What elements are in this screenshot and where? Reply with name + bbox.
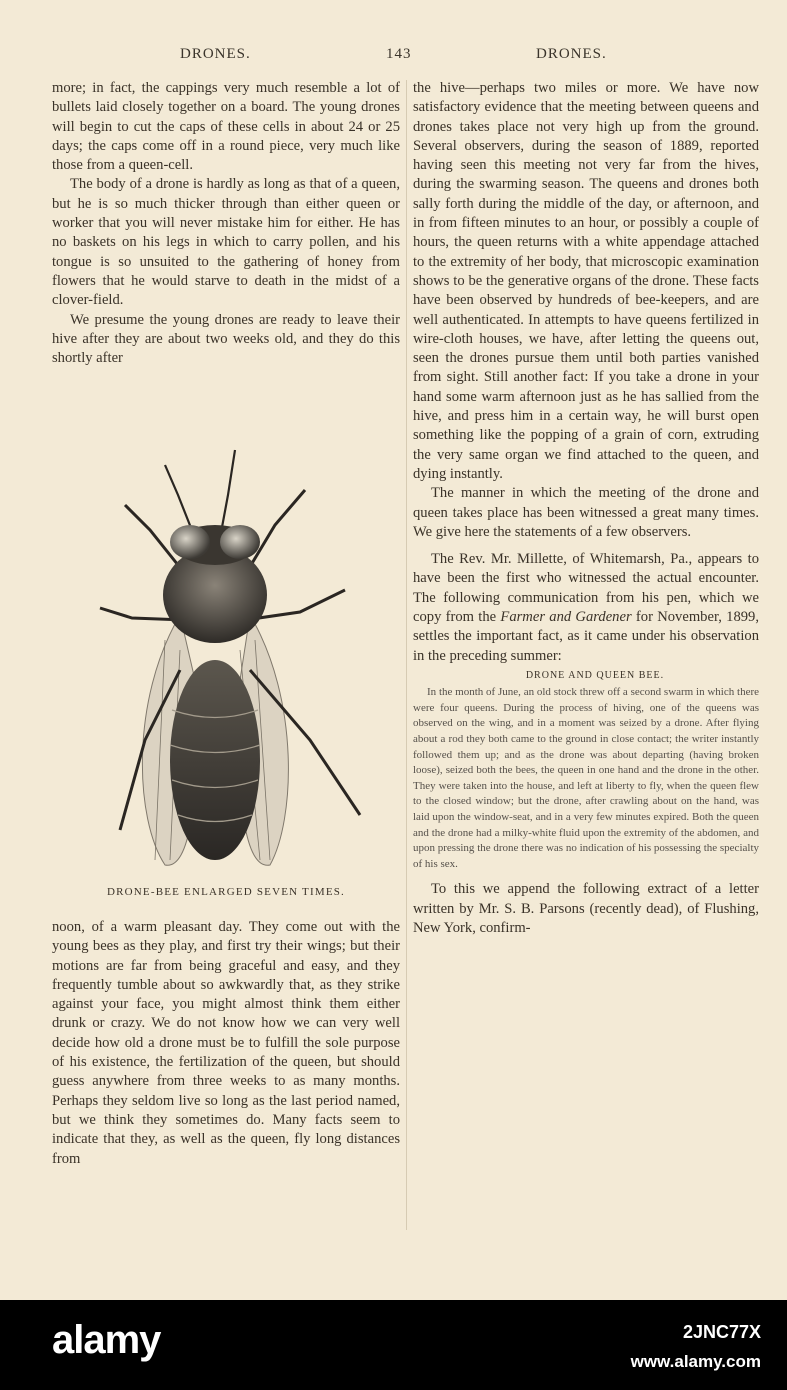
block-quote	[413, 685, 759, 872]
paragraph	[413, 550, 759, 666]
paragraph: The manner in which the meeting of the drone and queen takes place has been witnessed a great many times. We give here the statements of a few observers.	[413, 485, 759, 540]
text-run: for November, 1899, settles the important fact, as it came under his observation in the preceding summer:	[413, 609, 759, 664]
drone-bee-illustration	[70, 440, 400, 880]
quote-paragraph: In the month of June, an old stock threw off a second swarm in which there were four queens. During the process of hiving, one of the queens was observed on the wing, and in a moment was seized by a drone. After flying about a rod they both came to the ground in close contact; the writer instantly followed them up; and as the drone was about departing (having broken loose), seized both the bees, the queen in one hand and the drone in the other. They were taken into the house, and left at liberty to fly, when the queen flew to the closed window; but the drone, after crawling about on the hand, was laid upon the window-seat, and in a very few minutes expired. Both the queen and the drone had a milky-white fluid upon the extremity of the abdomen, and upon pressing the drone there was no indication of his possessing the specialty of his sex.	[413, 686, 759, 870]
paragraph: The body of a drone is hardly as long as that of a queen, but he is so much thicker through than either queen or worker that you will never mistake him for either. He has no baskets on his legs in which to carry pollen, and his tongue is so unsuited to the gathering of honey from flowers that he would starve to death in the midst of a clover-field.	[52, 176, 400, 309]
running-head-right: DRONES.	[536, 46, 607, 62]
image-id: 2JNC77X	[682, 1322, 761, 1342]
site-url: www.alamy.com	[630, 1352, 761, 1371]
paragraph: To this we append the following extract of a letter written by Mr. S. B. Parsons (recently dead), of Flushing, New York, confirm-	[413, 881, 759, 936]
publication-title: Farmer and Gardener	[500, 609, 632, 626]
figure-caption: DRONE-BEE ENLARGED SEVEN TIMES.	[106, 886, 346, 898]
brand-logo: alamy	[52, 1318, 161, 1362]
right-column	[413, 79, 759, 938]
left-column-bottom	[52, 918, 400, 1169]
paragraph: We presume the young drones are ready to leave their hive after they are about two weeks old, and they do this shortly after	[52, 311, 400, 367]
left-column-top	[52, 79, 400, 368]
paragraph: the hive—perhaps two miles or more. We have now satisfactory evidence that the meeting between queens and drones takes place not very high up from the ground. Several observers, during the season of 1889, reported having seen this meeting not very far from the hives, during the swarming season. The queens and drones both sally forth during the middle of the day, or afternoon, and in from fifteen minutes to an hour, or possibly a couple of hours, the queen returns with a white appendage attached to the extremity of her body, that microscopic examination shows to be the generative organs of the drone. These facts have been observed by hundreds of bee-keepers, and are well authenticated. In attempts to have queens fertilized in wire-cloth houses, we have, after letting the queens out, seen the drones pursue them until both parties vanished from sight. Still another fact: If you take a drone in your hand some warm afternoon just as he has sallied from the hive, and press him in a certain way, he will burst open something like the popping of a grain of corn, extruding the very same organ we find attached to the queen, and dying instantly.	[413, 80, 759, 482]
running-head-left: DRONES.	[180, 46, 251, 62]
paragraph: more; in fact, the cappings very much resemble a lot of bullets laid closely together on a board. The young drones will begin to cut the caps of these cells in about 24 or 25 days; the caps come off in a round piece, very much like those from a queen-cell.	[52, 80, 400, 174]
column-divider	[406, 80, 407, 1230]
page-number: 143	[386, 46, 412, 62]
quote-heading: DRONE AND QUEEN BEE.	[525, 669, 665, 681]
text-run: The Rev. Mr. Millette, of Whitemarsh, Pa., appears to have been the first who witnessed the actual encounter. The following communication from his pen, which we copy from the	[413, 551, 759, 626]
paragraph: noon, of a warm pleasant day. They come out with the young bees as they play, and first try their wings; but their motions are far from being graceful and easy, and they frequently tumble about so awkwardly that, as they strike against your face, you might almost think them either drunk or crazy. We do not know how we can very well decide how old a drone must be to fulfill the sole purpose of his existence, the fertilization of the queen, but should guess anywhere from three weeks to as many months. Perhaps they seldom live so long as the last period named, but we think they sometimes do. Many facts seem to indicate that they, as well as the queen, fly long distances from	[52, 919, 400, 1167]
